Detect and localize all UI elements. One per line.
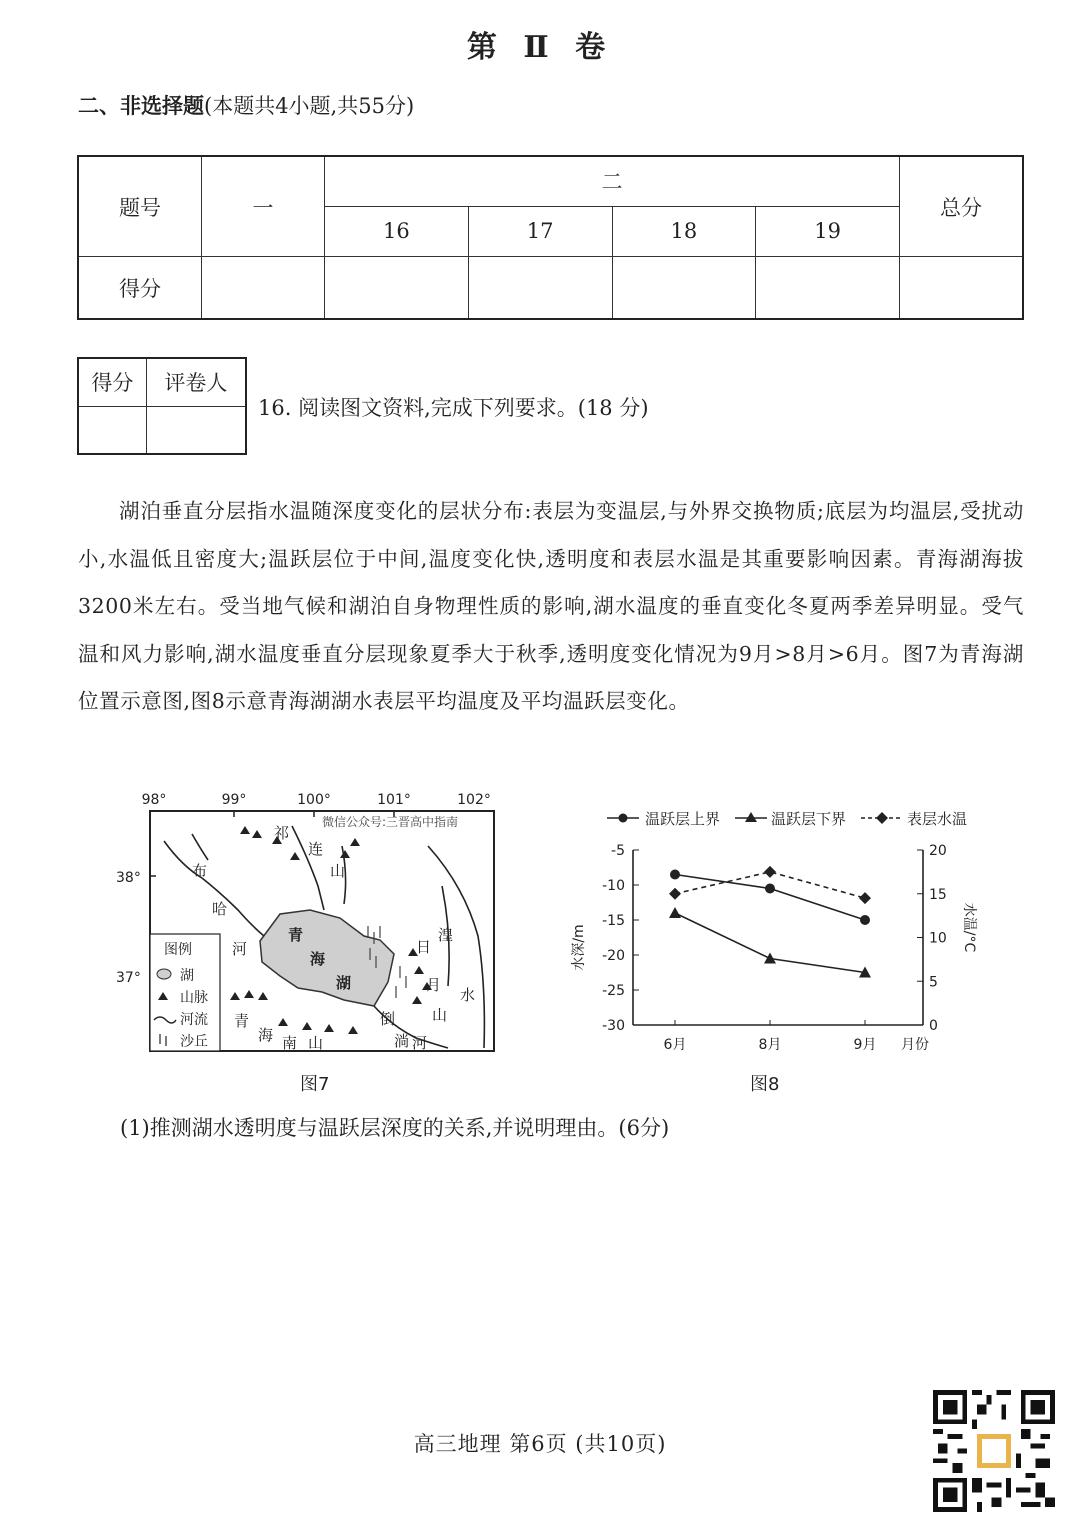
place-hai: 海 (310, 950, 326, 968)
place-ri: 日 (416, 938, 432, 956)
score-cell-18 (612, 257, 756, 319)
figure-7-caption: 图7 (300, 1074, 330, 1095)
page-footer: 高三地理 第6页 (共10页) (413, 1432, 667, 1456)
grader-score-label: 得分 (78, 358, 146, 406)
legend-river: 河流 (180, 1012, 208, 1028)
lon-label-98: 98° (141, 792, 167, 808)
score-cell-19 (756, 257, 900, 319)
place-tang: 淌 (394, 1032, 410, 1050)
qr-code-image (933, 1390, 1055, 1512)
place-nan: 南 (282, 1034, 298, 1052)
place-ha: 哈 (212, 900, 228, 918)
score-cell-17 (468, 257, 612, 319)
data-point-triangle (764, 953, 776, 964)
legend-surface-temp: 表层水温 (907, 810, 968, 828)
place-qing-south: 青 (234, 1012, 250, 1030)
figure-7-map (112, 786, 512, 1066)
score-cell-16 (325, 257, 469, 319)
data-point-circle (765, 884, 775, 894)
grader-score-cell (78, 406, 146, 454)
score-table (77, 155, 1024, 320)
data-point-circle (860, 915, 870, 925)
lon-label-102: 102° (457, 792, 491, 808)
chart-marks (669, 866, 871, 978)
grader-name-label: 评卷人 (146, 358, 246, 406)
series-line-0 (675, 875, 865, 921)
grader-box (77, 357, 247, 455)
right-tick-label: 10 (929, 930, 947, 947)
left-tick-label: -20 (602, 948, 625, 964)
chart-axes (570, 843, 978, 1053)
score-table-q19: 19 (756, 206, 900, 256)
question-16-sub1: (1)推测湖水透明度与温跃层深度的关系,并说明理由。(6分) (120, 1116, 670, 1140)
legend-lower-boundary: 温跃层下界 (771, 810, 847, 828)
place-qing: 青 (288, 926, 304, 944)
lon-label-101: 101° (377, 792, 411, 808)
left-tick-label: -5 (611, 843, 625, 859)
part-title (78, 90, 414, 120)
place-huang: 湟 (438, 926, 454, 944)
figure-8-caption: 图8 (750, 1074, 780, 1095)
place-yue: 月 (426, 976, 442, 994)
place-dao: 倒 (380, 1010, 396, 1028)
left-axis-label: 水深/m (571, 924, 587, 971)
right-tick-label: 20 (929, 843, 947, 859)
score-table-col-two: 二 (325, 156, 900, 206)
question-16-passage: 湖泊垂直分层指水温随深度变化的层状分布:表层为变温层,与外界交换物质;底层为均温层,受扰动小,水温低且密度大;温跃层位于中间,温度变化快,透明度和表层水温是其重要影响因素。青海湖海拔3200米左右。受当地气候和湖泊自身物理性质的影响,湖水温度的垂直变化冬夏两季差异明显。受气温和风力影响,湖水温度垂直分层现象夏季大于秋季,透明度变化情况为9月>8月>6月。图7为青海湖位置示意图,图8示意青海湖湖水表层平均温度及平均温跃层变化。 (78, 499, 1024, 713)
part-title-label: 二、非选择题 (78, 94, 204, 118)
lat-label-37: 37° (116, 970, 141, 986)
grader-name-cell (146, 406, 246, 454)
place-he: 河 (232, 940, 248, 958)
right-tick-label: 0 (929, 1018, 938, 1034)
x-tick-label: 9月 (853, 1037, 877, 1053)
legend-dune: 沙丘 (180, 1034, 208, 1050)
chart-legend (607, 810, 967, 828)
left-tick-label: -25 (602, 983, 625, 999)
score-table-header-label: 题号 (78, 156, 202, 257)
part-title-note: (本题共4小题,共55分) (204, 94, 415, 118)
score-table-total: 总分 (900, 156, 1024, 257)
place-shan-east: 山 (432, 1006, 448, 1024)
score-table-q18: 18 (612, 206, 756, 256)
place-he-dao: 河 (412, 1034, 428, 1052)
map-watermark-note: 微信公众号:三晋高中指南 (321, 815, 459, 829)
left-tick-label: -30 (602, 1018, 625, 1034)
data-point-triangle (669, 907, 681, 918)
right-tick-label: 5 (929, 974, 938, 991)
score-table-q17: 17 (468, 206, 612, 256)
x-axis-unit: 月份 (901, 1037, 929, 1053)
data-point-diamond (764, 866, 776, 878)
right-tick-label: 15 (929, 886, 947, 903)
place-hu: 湖 (336, 974, 352, 992)
score-table-score-label: 得分 (78, 257, 202, 319)
data-point-diamond (669, 888, 681, 900)
lat-label-38: 38° (116, 870, 141, 886)
place-qi: 祁 (274, 824, 290, 842)
score-cell-total (900, 257, 1024, 319)
left-tick-label: -10 (602, 878, 625, 894)
score-cell-one (202, 257, 325, 319)
section-title: 第 Ⅱ 卷 (466, 30, 614, 65)
legend-mountain: 山脉 (180, 990, 208, 1006)
lon-label-100: 100° (297, 792, 331, 808)
place-shui: 水 (460, 986, 476, 1004)
figure-8-chart (565, 800, 985, 1070)
place-shan-north: 山 (330, 862, 346, 880)
lon-label-99: 99° (221, 792, 247, 808)
map-legend (150, 934, 220, 1051)
x-tick-label: 8月 (758, 1037, 782, 1053)
place-bu: 布 (192, 862, 208, 880)
series-line-1 (675, 913, 865, 973)
x-tick-label: 6月 (663, 1037, 687, 1053)
place-lian: 连 (308, 840, 324, 858)
question-16-title: 16. 阅读图文资料,完成下列要求。(18 分) (258, 396, 649, 420)
left-tick-label: -15 (602, 913, 625, 929)
right-axis-label: 水温/°C (961, 902, 977, 953)
legend-upper-boundary: 温跃层上界 (645, 810, 721, 828)
score-table-q16: 16 (325, 206, 469, 256)
place-hai-south: 海 (258, 1026, 274, 1044)
legend-lake: 湖 (180, 968, 194, 984)
score-table-col-one: 一 (202, 156, 325, 257)
place-shan-south: 山 (308, 1034, 324, 1052)
legend-title: 图例 (164, 942, 192, 958)
data-point-diamond (859, 892, 871, 904)
data-point-circle (670, 870, 680, 880)
